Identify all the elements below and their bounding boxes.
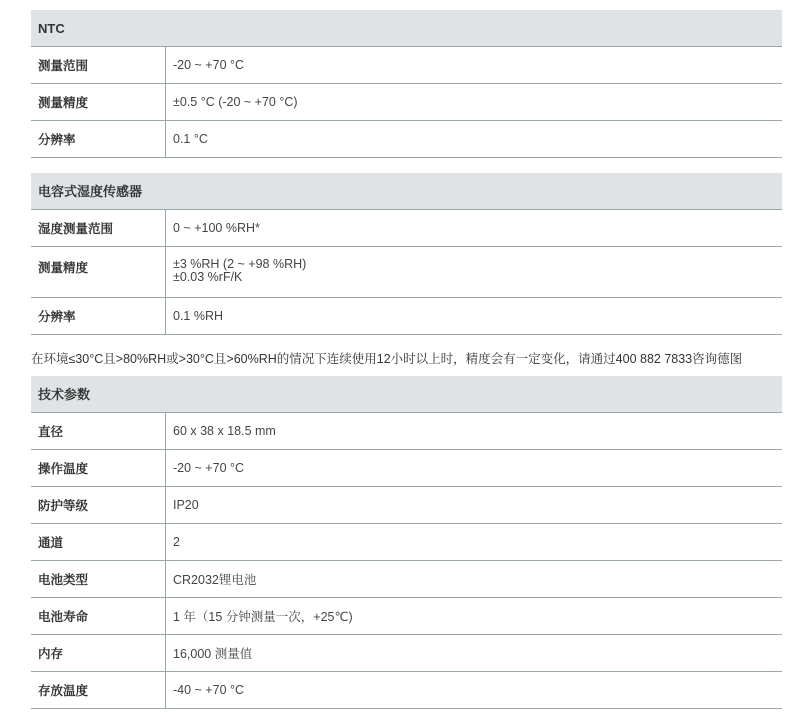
row-value: -20 ~ +70 °C — [173, 58, 245, 72]
table-row — [31, 298, 782, 335]
row-label: 通道 — [31, 524, 166, 560]
table-row — [31, 561, 782, 598]
row-label: 电池寿命 — [31, 598, 166, 634]
row-label: 分辨率 — [31, 121, 166, 157]
row-label: 直径 — [31, 413, 166, 449]
row-label: 分辨率 — [31, 298, 166, 334]
table-row — [31, 413, 782, 450]
table-row — [31, 247, 782, 298]
table-row — [31, 47, 782, 84]
table-row — [31, 121, 782, 158]
humidity-section-title: 电容式湿度传感器 — [31, 173, 782, 210]
ntc-section-title: NTC — [31, 10, 782, 47]
row-label: 存放温度 — [31, 672, 166, 708]
table-row — [31, 598, 782, 635]
row-value: -40 ~ +70 °C — [173, 683, 245, 697]
row-value: 0.1 °C — [173, 132, 208, 146]
humidity-note: 在环境≤30°C且>80%RH或>30°C且>60%RH的情况下连续使用12小时以上时，精度会有一定变化，请通过400 882 7833咨询德图 — [31, 352, 743, 366]
row-value: 2 — [173, 535, 180, 549]
table-row — [31, 210, 782, 247]
row-value: ±0.5 °C (-20 ~ +70 °C) — [173, 95, 298, 109]
row-value: CR2032锂电池 — [173, 573, 257, 587]
tech-section-title: 技术参数 — [31, 376, 782, 413]
row-value: 60 x 38 x 18.5 mm — [173, 424, 276, 438]
row-value: IP20 — [173, 498, 199, 512]
row-label: 测量精度 — [31, 247, 166, 297]
row-value: 0 ~ +100 %RH* — [173, 221, 260, 235]
row-value: 0.1 %RH — [173, 309, 224, 323]
table-row — [31, 450, 782, 487]
row-label: 测量精度 — [31, 84, 166, 120]
row-label: 操作温度 — [31, 450, 166, 486]
table-row — [31, 84, 782, 121]
row-label: 测量范围 — [31, 47, 166, 83]
row-value: 1 年（15 分钟测量一次，+25℃) — [173, 610, 353, 624]
tech-section — [31, 376, 782, 709]
table-row — [31, 672, 782, 709]
row-value — [166, 247, 782, 297]
ntc-section — [31, 10, 782, 158]
row-label: 湿度测量范围 — [31, 210, 166, 246]
row-label: 电池类型 — [31, 561, 166, 597]
row-label: 内存 — [31, 635, 166, 671]
table-row — [31, 635, 782, 672]
row-value-line: ±3 %RH (2 ~ +98 %RH) — [173, 257, 307, 271]
table-row — [31, 524, 782, 561]
table-row — [31, 487, 782, 524]
row-value: 16,000 测量值 — [173, 647, 253, 661]
row-value-line: ±0.03 %rF/K — [173, 270, 243, 284]
humidity-section — [31, 173, 782, 335]
row-label: 防护等级 — [31, 487, 166, 523]
row-value: -20 ~ +70 °C — [173, 461, 245, 475]
